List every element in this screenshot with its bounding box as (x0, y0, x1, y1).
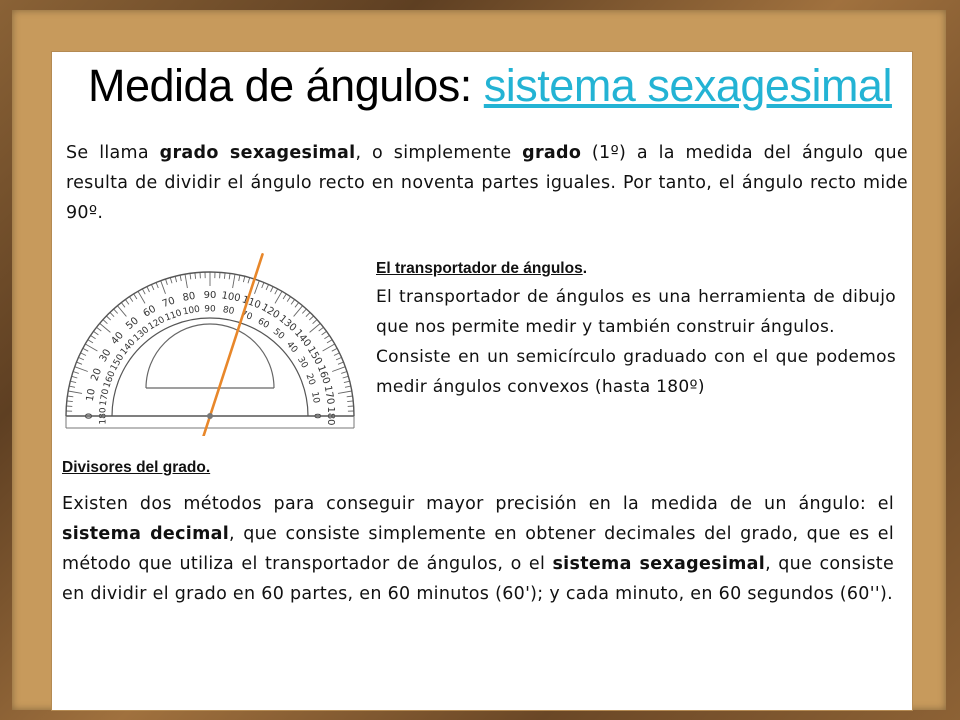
divisores-bold-sistema-sexagesimal: sistema sexagesimal (552, 554, 766, 574)
protractor-inner-label: 20 (303, 372, 317, 387)
protractor-tick (91, 336, 96, 339)
protractor-tick (67, 396, 73, 397)
protractor-inner-label: 100 (182, 304, 201, 318)
protractor-inner-label: 120 (146, 315, 167, 333)
protractor-paragraph-2: Consiste en un semicírculo graduado con el que podemos medir ángulos convexos (hasta 180º) (376, 347, 896, 397)
protractor-tick (345, 386, 351, 387)
protractor-tick (309, 316, 313, 320)
protractor-tick (72, 376, 78, 378)
protractor-tick (68, 391, 82, 393)
protractor-tick (67, 401, 73, 402)
protractor-inner-label: 60 (255, 316, 271, 331)
protractor-tick (310, 323, 321, 332)
protractor-tick (103, 320, 107, 324)
protractor-tick (151, 284, 154, 290)
protractor-outer-label: 70 (160, 295, 177, 311)
protractor-outer-label: 50 (124, 315, 141, 332)
protractor-tick (114, 309, 118, 313)
protractor-outer-label: 120 (259, 302, 282, 322)
protractor-tick (275, 291, 282, 303)
protractor-outer-label: 30 (97, 347, 114, 365)
protractor-inner-label: 110 (163, 308, 184, 324)
intro-paragraph (66, 138, 908, 228)
protractor-tick (248, 278, 250, 284)
protractor-tick (347, 401, 353, 402)
protractor-tick (175, 276, 176, 282)
protractor-tick (334, 353, 339, 356)
protractor-outer-label: 60 (141, 303, 159, 320)
protractor-tick (295, 303, 299, 308)
protractor-inner-label: 180 (98, 407, 109, 425)
protractor-tick (319, 327, 324, 331)
protractor-tick (306, 312, 310, 316)
protractor-tick (195, 273, 196, 279)
intro-bold-grado: grado (522, 143, 582, 163)
protractor-pointer (188, 254, 263, 436)
protractor-tick (70, 381, 76, 382)
protractor-tick (69, 386, 75, 387)
protractor-outer-label: 80 (181, 290, 197, 304)
protractor-outer-label: 170 (321, 384, 336, 406)
protractor-tick (233, 274, 235, 288)
protractor-outer-label: 160 (314, 363, 332, 386)
protractor-center-mark (207, 413, 213, 419)
title-text: Medida de ángulos: (88, 60, 484, 111)
protractor-tick (287, 297, 290, 302)
protractor-outer-label: 100 (220, 290, 242, 305)
protractor-outer-label: 130 (276, 313, 299, 335)
protractor-tick (294, 306, 303, 317)
protractor-tick (85, 344, 97, 351)
protractor-inner-label: 40 (284, 339, 300, 356)
protractor-illustration (60, 248, 360, 436)
protractor-tick (266, 284, 269, 290)
protractor-heading-suffix: . (582, 260, 588, 277)
protractor-tick (341, 372, 347, 374)
protractor-tick (97, 327, 102, 331)
protractor-tick (83, 348, 88, 351)
protractor-tick (271, 287, 274, 292)
intro-text-3: (1º) a la medida del ángulo que resulta de dividir el ángulo recto en noventa partes iguales. Por tanto, el ángulo recto mide 90º. (66, 143, 908, 223)
protractor-tick (322, 331, 327, 335)
protractor-tick (147, 287, 150, 292)
intro-bold-grado-sexagesimal: grado sexagesimal (159, 143, 356, 163)
protractor-tick (117, 306, 126, 317)
protractor-inner-label: 50 (270, 326, 287, 342)
protractor-tick (343, 376, 349, 378)
protractor-inner-label: 170 (98, 388, 112, 407)
protractor-tick (338, 362, 344, 364)
title-link[interactable]: sistema sexagesimal (483, 60, 892, 111)
protractor-tick (338, 391, 352, 393)
protractor-tick (134, 294, 137, 299)
protractor-tick (336, 357, 342, 360)
protractor-tick (229, 273, 230, 279)
protractor-outer-label: 140 (291, 327, 313, 350)
protractor-tick (73, 372, 79, 374)
protractor-tick (130, 297, 133, 302)
protractor-tick (302, 309, 306, 313)
protractor-outer-label: 150 (304, 344, 324, 367)
divisores-bold-sistema-decimal: sistema decimal (62, 524, 230, 544)
protractor-outer-label: 10 (84, 387, 98, 403)
protractor-outer-label: 40 (109, 330, 126, 347)
protractor-tick (166, 279, 168, 285)
divisores-text-1: Existen dos métodos para conseguir mayor precisión en la medida de un ángulo: el (62, 494, 894, 514)
protractor-inner-label: 0 (311, 413, 322, 419)
protractor-tick (110, 312, 114, 316)
protractor-tick (332, 367, 345, 372)
protractor-tick (81, 353, 86, 356)
protractor-tick (224, 273, 225, 279)
divisores-text-3: , que consiste en dividir el grado en 60 partes, en 60 minutos (60'); y cada minuto, en 60 segundos (60''). (62, 554, 895, 604)
protractor-tick (255, 281, 260, 294)
slide-title (88, 60, 892, 112)
protractor-inner-label: 90 (204, 304, 216, 315)
protractor-inner-label: 150 (109, 352, 127, 373)
divisores-heading (62, 459, 210, 477)
protractor-outer-label: 20 (89, 366, 105, 383)
protractor-outer-label: 110 (240, 294, 263, 312)
protractor-tick (142, 289, 145, 294)
protractor-heading-text: El transportador de ángulos (376, 260, 583, 277)
protractor-inner-label: 80 (222, 305, 236, 318)
protractor-tick (170, 278, 172, 284)
protractor-tick (344, 381, 350, 382)
divisores-text-2: , que consiste simplemente en obtener decimales del grado, que es el método que utiliza el transportador de ángulos, o el (62, 524, 894, 574)
divisores-paragraph (62, 489, 894, 609)
intro-text-1: Se llama (66, 143, 160, 163)
protractor-tick (327, 340, 332, 343)
protractor-outer-label: 180 (325, 406, 336, 426)
protractor-tick (291, 300, 295, 305)
protractor-description (376, 282, 896, 402)
protractor-tick (332, 348, 337, 351)
protractor-tick (125, 300, 128, 305)
protractor-inner-label: 10 (308, 390, 321, 404)
protractor-tick (161, 281, 166, 294)
protractor-tick (262, 283, 264, 289)
protractor-tick (100, 323, 111, 332)
protractor-tick (88, 340, 93, 343)
protractor-tick (138, 291, 145, 303)
protractor-inner-label: 140 (119, 337, 138, 358)
protractor-tick (324, 336, 329, 339)
protractor-tick (78, 357, 84, 360)
divisores-heading-text: Divisores del grado. (62, 459, 211, 476)
protractor-tick (156, 283, 158, 289)
protractor-inner-label: 160 (102, 369, 118, 390)
protractor-paragraph-1: El transportador de ángulos es una herramienta de dibujo que nos permite medir y también construir ángulos. (376, 287, 896, 337)
protractor-tick (323, 344, 335, 351)
protractor-tick (185, 274, 187, 288)
protractor-tick (275, 289, 278, 294)
protractor-tick (283, 294, 286, 299)
protractor-tick (77, 362, 83, 364)
protractor-tick (347, 396, 353, 397)
protractor-tick (239, 275, 240, 281)
protractor-inner-label: 130 (131, 325, 152, 344)
protractor-tick (180, 275, 181, 281)
protractor-tick (243, 276, 244, 282)
protractor-tick (75, 367, 88, 372)
protractor-tick (106, 316, 110, 320)
intro-text-2: , o simplemente (355, 143, 523, 163)
protractor-heading (376, 260, 587, 278)
protractor-tick (190, 273, 191, 279)
protractor-tick (94, 331, 99, 335)
protractor-inner-label: 30 (295, 355, 310, 371)
protractor-tick (121, 303, 125, 308)
protractor-outer-label: 0 (84, 412, 95, 420)
protractor-tick (313, 320, 317, 324)
protractor-center-arc (146, 324, 274, 388)
protractor-inner-label: 70 (239, 309, 254, 323)
protractor-outer-label: 90 (203, 290, 217, 301)
